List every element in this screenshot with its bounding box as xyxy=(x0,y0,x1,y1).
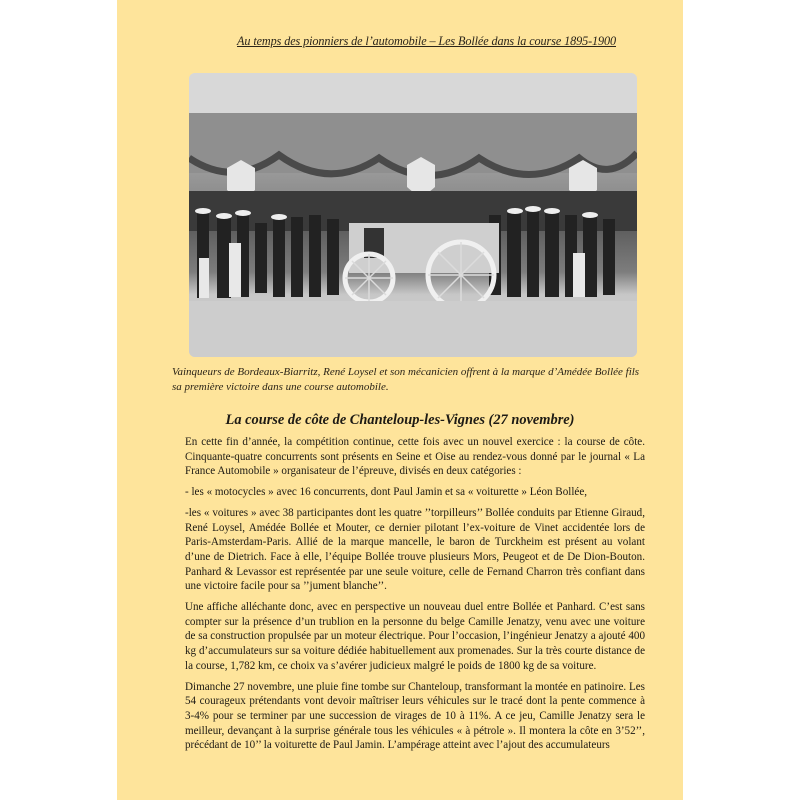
paragraph-voitures: -les « voitures » avec 38 participantes dont les quatre ’’torpilleurs’’ Bollée conduits par Etienne Giraud, René Loysel, Amédée Bollée et Mouter, ce dernier pilotant l’ex-voiture de Vinet accidentée lors de Paris-Amsterdam-Paris. Allié de la marque mancelle, le baron de Turckheim est présent au volant d’une de Dietrich. Face à elle, l’équipe Bollée trouve plusieurs Mors, Peugeot et de De Dion-Bouton. Panhard & Levassor est représentée par une seule voiture, celle de Fernand Charron très confiant dans une victoire facile pour sa ’’jument blanche’’. xyxy=(185,506,645,593)
photo-caption: Vainqueurs de Bordeaux-Biarritz, René Loysel et son mécanicien offrent à la marque d’Amédée Bollée fils sa première victoire dans une course automobile. xyxy=(172,366,640,393)
photo-image xyxy=(189,73,637,357)
section-title: La course de côte de Chanteloup-les-Vignes (27 novembre) xyxy=(225,412,575,428)
paragraph-intro: En cette fin d’année, la compétition continue, cette fois avec un nouvel exercice : la course de côte. Cinquante-quatre concurrents sont présents en Seine et Oise au rendez-vous donné par le journal « La France Automobile » organisateur de l’épreuve, divisés en deux catégories : xyxy=(185,436,645,478)
paragraph-motocycles: - les « motocycles » avec 16 concurrents, dont Paul Jamin et sa « voiturette » Léon Bollée, xyxy=(185,486,588,499)
photo-illustration xyxy=(189,73,637,357)
paragraph-dimanche: Dimanche 27 novembre, une pluie fine tombe sur Chanteloup, transformant la montée en patinoire. Les 54 courageux prétendants vont devoir maîtriser leurs véhicules sur le tracé dont la pente commence à 3-4% pour se terminer par une succession de virages de 10 à 11%. A ce jeu, Camille Jenatzy sera le meilleur, devançant à la surprise générale tous les véhicules « à pétrole ». Il montera la côte en 3’52’’, précédant de 10’’ la voiturette de Paul Jamin. L’ampérage atteint avec l’ajout des accumulateurs xyxy=(185,680,645,752)
running-header: Au temps des pionniers de l’automobile – Les Bollée dans la course 1895-1900 xyxy=(237,34,616,48)
document-page xyxy=(117,0,683,800)
article-body xyxy=(185,435,645,759)
paragraph-affiche: Une affiche alléchante donc, avec en perspective un nouveau duel entre Bollée et Panhard. C’est sans compter sur la présence d’un trublion en la personne du belge Camille Jenatzy, venu avec une voiture de sa construction propulsée par un moteur électrique. Pour l’occasion, l’ingénieur Jenatzy a ajouté 400 kg d’accumulateurs sur sa voiture dédiée habituellement aux promenades. Sur la très courte distance de la course, 1,782 km, ce choix va s’avérer judicieux malgré le poids de 1800 kg de sa voiture. xyxy=(185,601,645,672)
historic-photo xyxy=(189,73,637,357)
